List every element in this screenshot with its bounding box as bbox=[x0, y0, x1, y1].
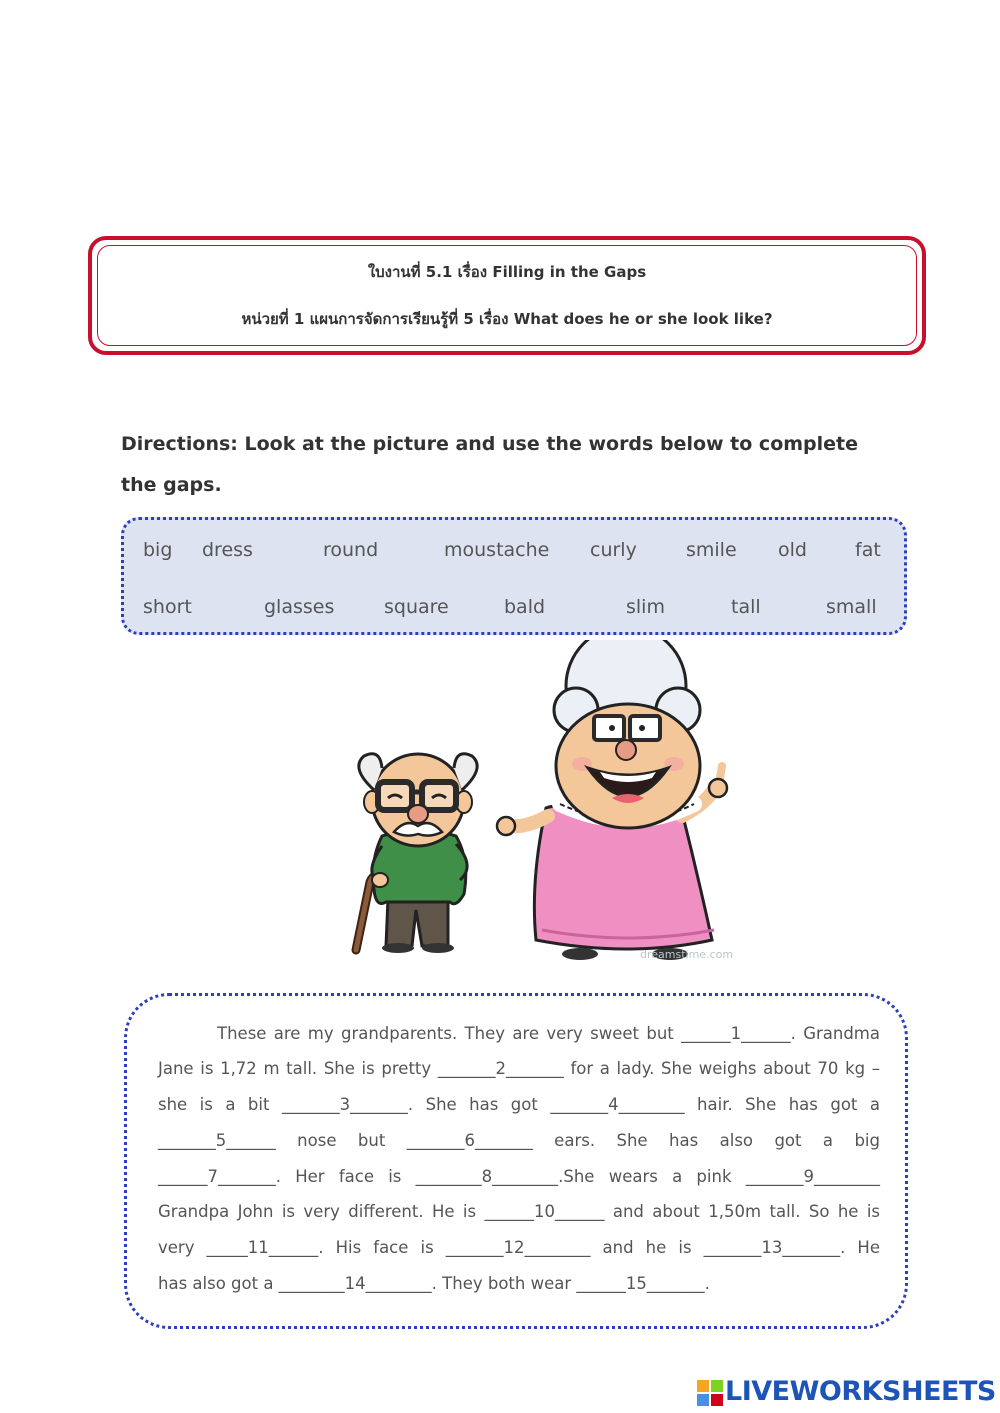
passage-line: These are my grandparents. They are very sweet but ______1______. Grandma bbox=[217, 1024, 880, 1043]
word-bank-item: bald bbox=[504, 596, 546, 618]
illustration-watermark: dreamstime.com bbox=[640, 948, 734, 961]
worksheet-header bbox=[88, 236, 926, 355]
word-bank-item: fat bbox=[855, 539, 881, 561]
grandma-figure bbox=[497, 640, 727, 960]
word-bank-item: big bbox=[143, 539, 173, 561]
word-bank-item: glasses bbox=[264, 596, 335, 618]
brand-name: LIVEWORKSHEETS bbox=[725, 1376, 996, 1407]
passage-line: Grandpa John is very different. He is ______10______ and about 1,50m tall. So he is bbox=[158, 1202, 880, 1221]
passage-line: Jane is 1,72 m tall. She is pretty _______2_______ for a lady. She weighs about 70 kg – bbox=[158, 1059, 880, 1078]
word-bank-item: old bbox=[778, 539, 807, 561]
word-bank bbox=[121, 517, 907, 635]
word-bank-item: dress bbox=[202, 539, 253, 561]
passage-line: _______5______ nose but _______6_______ ears. She has also got a big bbox=[158, 1131, 880, 1150]
worksheet-title: ใบงานที่ 5.1 เรื่อง Filling in the Gaps bbox=[367, 263, 647, 281]
word-bank-item: square bbox=[384, 596, 449, 618]
word-bank-item: slim bbox=[626, 596, 665, 618]
word-bank-item: smile bbox=[686, 539, 737, 561]
liveworksheets-logo bbox=[697, 1376, 997, 1410]
grandpa-figure bbox=[356, 754, 477, 953]
passage-line: has also got a ________14________. They both wear ______15_______. bbox=[158, 1274, 710, 1293]
worksheet-subtitle: หน่วยที่ 1 แผนการจัดการเรียนรู้ที่ 5 เรื่อง What does he or she look like? bbox=[241, 310, 773, 328]
passage-line: very _____11______. His face is _______12________ and he is _______13_______. He bbox=[158, 1238, 880, 1257]
word-bank-item: tall bbox=[731, 596, 761, 618]
gap-fill-passage bbox=[124, 993, 908, 1329]
word-bank-item: round bbox=[323, 539, 379, 561]
passage-line: ______7_______. Her face is ________8________.She wears a pink _______9________ bbox=[158, 1167, 880, 1186]
word-bank-item: short bbox=[143, 596, 192, 618]
word-bank-item: curly bbox=[590, 539, 637, 561]
grandparents-illustration bbox=[330, 640, 750, 965]
passage-line: she is a bit _______3_______. She has got _______4________ hair. She has got a bbox=[158, 1095, 880, 1114]
word-bank-item: small bbox=[826, 596, 877, 618]
liveworksheets-logo-icon bbox=[697, 1380, 723, 1406]
directions-text: Directions: Look at the picture and use the words below to complete the gaps. bbox=[121, 433, 859, 496]
word-bank-item: moustache bbox=[444, 539, 550, 561]
